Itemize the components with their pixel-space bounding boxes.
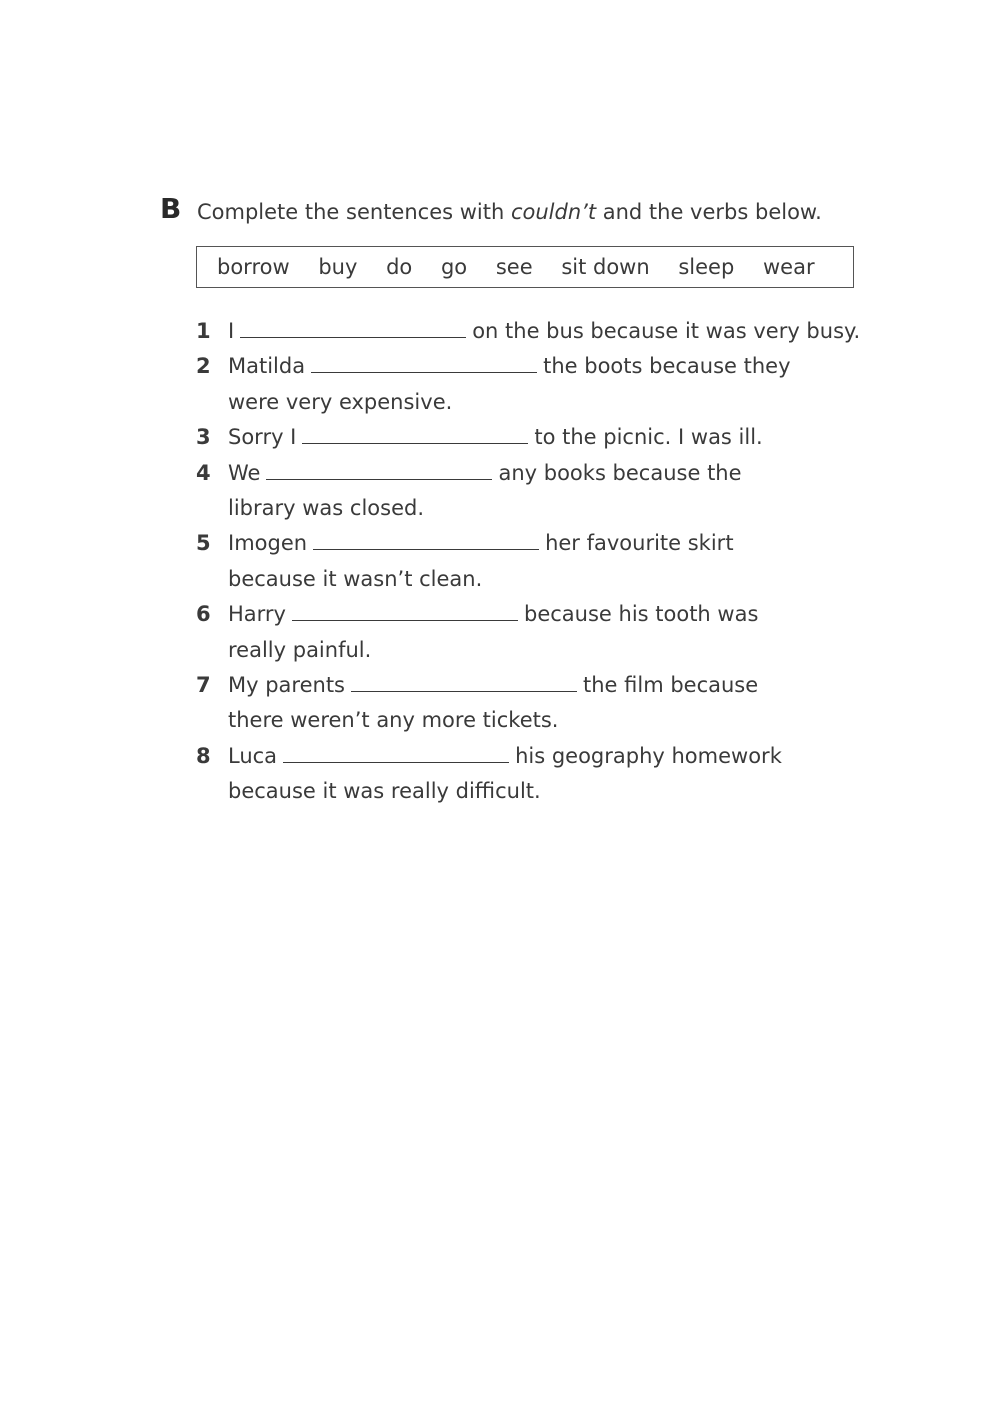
- sentence-continuation: really painful.: [228, 637, 372, 662]
- sentence-number: 5: [196, 531, 211, 556]
- sentence-4: [196, 456, 896, 527]
- instruction-text-start: Complete the sentences with: [197, 200, 511, 224]
- sentence-start: Luca: [228, 743, 278, 768]
- answer-blank[interactable]: [240, 317, 466, 338]
- word-box: [196, 246, 854, 288]
- sentence-3: [196, 420, 896, 455]
- sentence-end: on the bus because it was very busy.: [472, 319, 861, 343]
- answer-blank[interactable]: [292, 600, 518, 621]
- sentence-8: [196, 739, 896, 810]
- instruction-emphasis: couldn’t: [510, 200, 597, 224]
- answer-blank[interactable]: [266, 459, 492, 480]
- sentence-6: [196, 597, 896, 668]
- sentence-2: [196, 349, 896, 420]
- sentence-start: I: [228, 319, 235, 343]
- sentence-end: because his tooth was: [524, 602, 759, 627]
- sentence-end: the film because: [583, 673, 759, 698]
- exercise-heading: [160, 192, 900, 232]
- sentence-start: Matilda: [228, 354, 306, 379]
- sentence-continuation: there weren’t any more tickets.: [228, 708, 559, 733]
- sentence-end: his geography homework: [515, 743, 782, 768]
- sentence-number: 7: [196, 673, 211, 698]
- word-do: do: [386, 255, 413, 279]
- word-borrow: borrow: [217, 255, 290, 279]
- sentence-7: [196, 668, 896, 739]
- sentence-start: Imogen: [228, 531, 308, 556]
- sentence-number: 6: [196, 602, 211, 627]
- word-buy: buy: [318, 255, 358, 279]
- word-wear: wear: [763, 255, 815, 279]
- word-sleep: sleep: [678, 255, 735, 279]
- answer-blank[interactable]: [351, 671, 577, 692]
- sentence-number: 1: [196, 319, 211, 343]
- word-go: go: [440, 255, 468, 279]
- answer-blank[interactable]: [311, 352, 537, 373]
- sentence-5: [196, 526, 896, 597]
- instruction-text-end: and the verbs below.: [596, 200, 822, 224]
- sentence-start: Sorry I: [228, 425, 297, 450]
- sentence-list: [196, 314, 896, 810]
- answer-blank[interactable]: [283, 742, 509, 763]
- sentence-start: My parents: [228, 673, 345, 698]
- sentence-end: her favourite skirt: [545, 531, 734, 556]
- sentence-number: 4: [196, 460, 211, 485]
- exercise-b: [160, 192, 900, 804]
- sentence-number: 2: [196, 354, 211, 379]
- sentence-continuation: because it was really difficult.: [228, 779, 541, 804]
- sentence-start: We: [228, 460, 261, 485]
- exercise-letter: B: [160, 192, 182, 225]
- word-see: see: [495, 255, 533, 279]
- sentence-start: Harry: [228, 602, 286, 627]
- sentence-end: the boots because they: [543, 354, 791, 379]
- sentence-continuation: library was closed.: [228, 496, 424, 521]
- answer-blank[interactable]: [302, 423, 528, 444]
- exercise-instruction: [197, 199, 822, 225]
- sentence-end: any books because the: [498, 460, 742, 485]
- answer-blank[interactable]: [313, 529, 539, 550]
- sentence-number: 8: [196, 743, 211, 768]
- sentence-end: to the picnic. I was ill.: [534, 425, 763, 450]
- sentence-1: [196, 314, 896, 349]
- sentence-continuation: were very expensive.: [228, 389, 453, 414]
- sentence-number: 3: [196, 425, 211, 450]
- word-sit-down: sit down: [561, 255, 650, 279]
- sentence-continuation: because it wasn’t clean.: [228, 566, 483, 591]
